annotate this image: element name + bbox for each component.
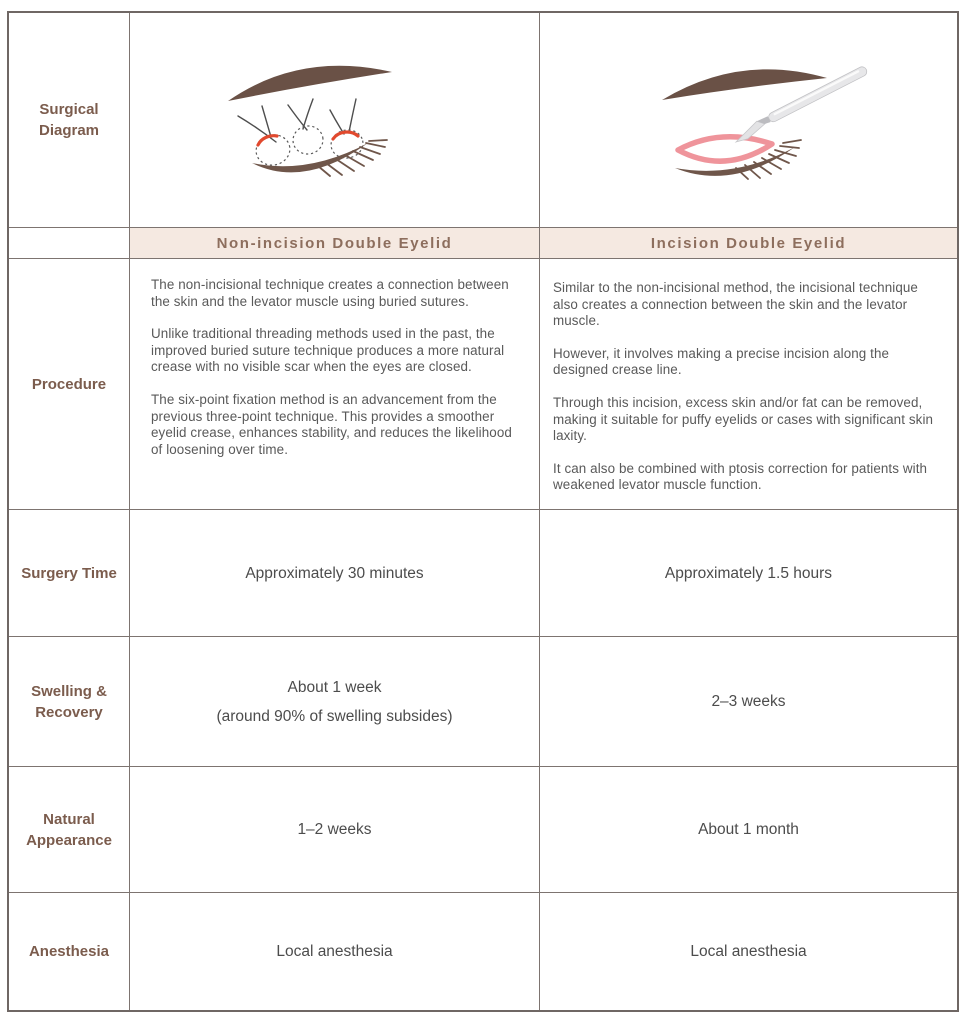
procedure-paragraph: Through this incision, excess skin and/or fat can be removed, making it suitable for puffy eyelids or cases with significant skin laxity. [553,394,934,444]
incision-outline [678,137,772,161]
value-text: Local anesthesia [690,943,807,960]
value-text: About 1 month [698,821,799,838]
anesthesia-incision [540,893,957,1010]
natural-appearance-incision [540,767,957,892]
eyebrow-shape [228,66,392,101]
value-text: 1–2 weeks [297,821,372,838]
procedure-paragraph: The six-point fixation method is an advancement from the previous three-point technique. This provides a smoother eyelid crease, enhances stability, and reduces the likelihood of loosening over time. [151,391,512,457]
row-label-text: Natural Appearance [26,810,112,849]
value-text-line1: About 1 week [287,678,382,696]
value-text: Local anesthesia [276,943,393,960]
procedure-paragraph: Similar to the non-incisional method, the incisional technique also creates a connection between the skin and the levator muscle. [553,280,918,329]
value-text: Approximately 1.5 hours [664,564,833,582]
surgery-time-non-incision [130,510,539,636]
row-label-text: Surgery Time [21,564,117,582]
row-label-swelling-recovery [9,637,129,766]
comparison-table [7,11,959,1012]
header-spacer-cell [9,228,129,258]
diagram-cell-incision [540,13,957,227]
procedure-paragraph: However, it involves making a precise incision along the designed crease line. [553,345,890,378]
row-label-surgical-diagram [9,13,129,227]
swelling-incision [540,637,957,766]
diagram-cell-non-incision [130,13,539,227]
surgery-time-incision [540,510,957,636]
procedure-paragraph: It can also be combined with ptosis correction for patients with weakened levator muscle function. [553,460,928,493]
row-label-text: Swelling & Recovery [31,682,107,721]
row-label-text: Anesthesia [28,943,110,960]
row-label-procedure [9,259,129,509]
row-label-text: Procedure [31,375,107,393]
value-text-line2: (around 90% of swelling subsides) [216,707,453,725]
column-header-non-incision [130,228,539,258]
procedure-cell-incision [540,259,957,509]
row-label-natural-appearance [9,767,129,892]
eyebrow-shape [662,69,827,100]
swelling-non-incision [130,637,539,766]
procedure-paragraph: The non-incisional technique creates a connection between the skin and the levator muscle using buried sutures. [151,277,509,309]
value-text: 2–3 weeks [711,693,786,710]
column-header-text: Incision Double Eyelid [650,234,847,252]
row-label-anesthesia [9,893,129,1010]
column-header-text: Non-incision Double Eyelid [216,234,453,252]
column-header-incision [540,228,957,258]
value-text: Approximately 30 minutes [245,564,424,582]
scalpel-incision-eye-diagram-icon [540,13,957,227]
buried-suture-eye-diagram-icon [130,13,539,227]
procedure-cell-non-incision [130,259,539,509]
red-fixation-marks [258,132,358,145]
row-label-surgery-time [9,510,129,636]
natural-appearance-non-incision [130,767,539,892]
eyelashes [318,140,387,176]
row-label-text: Surgical Diagram [38,101,100,139]
procedure-paragraph: Unlike traditional threading methods used in the past, the improved buried suture technique produces a more natural crease with no visible scar when the eyes are closed. [151,326,505,375]
anesthesia-non-incision [130,893,539,1010]
